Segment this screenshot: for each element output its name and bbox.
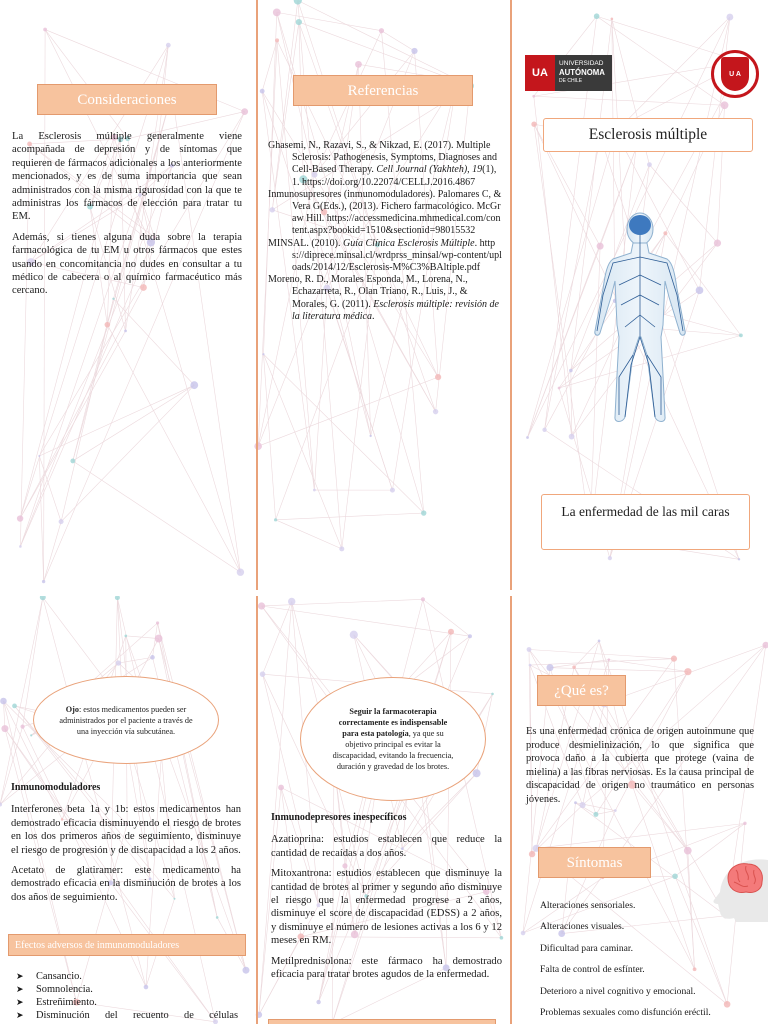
network-node: [671, 656, 677, 662]
university-name: AUTÓNOMA: [559, 67, 605, 77]
sintomas-list: [540, 900, 750, 1024]
network-line: [107, 325, 240, 573]
consideraciones-title-box: [37, 84, 217, 115]
network-node: [316, 1000, 320, 1004]
network-node: [743, 822, 746, 825]
network-node: [684, 847, 692, 855]
cover-title-box: [543, 118, 753, 152]
network-node: [614, 809, 617, 812]
network-node: [721, 101, 729, 109]
list-item: Alteraciones sensoriales.: [540, 900, 636, 911]
network-node: [150, 655, 155, 660]
que-es-title-box: [537, 675, 626, 706]
que-es-text: Es una enfermedad crónica de origen autoinmune que produce desmielinización, lo que significa que provoca daño a la cubierta que protege (vaina de mielina) a las fibras nerviosas. Es la causa principal de discapacidad de origen no traumático en personas jóvenes.: [526, 726, 754, 805]
network-node: [155, 635, 163, 643]
consideraciones-title: Consideraciones: [77, 92, 177, 108]
reference-text: Inmunosupresores (inmunomoduladores). Palomares C, & Vera G(Eds.), (2013). Fichero farmacológico. McGraw Hill. https://accessmedicina.mhmedical.com/content.aspx?bookid=1510&sectionid=98015532: [268, 188, 502, 237]
network-node: [0, 698, 7, 705]
inmunomoduladores-paragraph-1: Interferones beta 1a y 1b: estos medicamentos han demostrado eficacia disminuyendo el riesgo de brotes en los dos primeros años de seguimiento, disminuye el riesgo de progresión y de discapacidad a los 2 años.: [11, 804, 241, 856]
inmunomoduladores-heading: Inmunomoduladores: [11, 782, 101, 793]
list-item: Deterioro a nivel cognitivo y emocional.: [540, 985, 696, 997]
university-name: UNIVERSIDAD: [559, 60, 604, 68]
network-node: [684, 668, 691, 675]
reference-item: [268, 274, 502, 323]
network-node: [569, 369, 573, 373]
network-node: [273, 8, 281, 16]
network-line: [262, 599, 423, 606]
inmunomoduladores-section: [11, 781, 241, 911]
network-node: [369, 435, 371, 437]
ojo-callout: [33, 676, 219, 764]
reference-item: [268, 238, 502, 275]
network-node: [473, 769, 481, 777]
network-line: [39, 456, 43, 582]
network-node: [421, 597, 425, 601]
network-node: [726, 14, 733, 21]
network-node: [124, 329, 127, 332]
ojo-text: : estos medicamentos pueden ser administrados por el paciente a través de una inyección vía subcutánea.: [59, 704, 193, 736]
ua-mark: [525, 55, 555, 91]
network-node: [274, 518, 277, 521]
network-node: [278, 785, 284, 791]
network-node: [296, 19, 302, 25]
bottom-title-box: [268, 1019, 496, 1024]
network-line: [258, 377, 438, 446]
reference-item: [268, 189, 502, 238]
network-node: [124, 635, 127, 638]
network-node: [558, 387, 561, 390]
network-node: [433, 409, 438, 414]
network-node: [258, 602, 265, 609]
consideraciones-text: [12, 130, 242, 305]
network-line: [262, 606, 470, 636]
inmunodepresores-paragraph-1: Azatioprina: estudios establecen que reduce la cantidad de recaídas a dos años.: [271, 834, 502, 859]
network-node: [262, 353, 264, 355]
network-node: [491, 693, 494, 696]
network-line: [276, 513, 424, 520]
network-node: [531, 121, 536, 126]
network-node: [355, 61, 362, 68]
list-item: ➤ Estreñimiento.: [14, 996, 238, 1009]
reference-text: (1), 1. https://doi.org/10.22074/CELLJ.2016.4867: [292, 164, 497, 188]
list-item: ➤ Disminución del recuento de células: [14, 1009, 238, 1022]
que-es-title: ¿Qué es?: [554, 683, 609, 699]
network-node: [70, 459, 75, 464]
reference-text: .: [372, 310, 375, 322]
network-node: [30, 734, 32, 736]
row-divider: [0, 590, 768, 596]
list-item: Alteraciones visuales.: [540, 921, 625, 933]
reference-text: Moreno, R. D., Morales Esponda, M., Lorena, N., Echazarreta, R., Olan Triano, R., Luis, J., & Morales, G. (2011).: [268, 274, 468, 310]
network-line: [604, 645, 766, 703]
seguir-bold-text: Seguir la farmacoterapia correctamente es indispensable para esta patología: [338, 707, 448, 738]
seal-text: U A: [729, 70, 741, 78]
column-divider: [256, 0, 258, 590]
network-line: [39, 456, 61, 522]
nervous-system-illustration: [585, 205, 695, 430]
network-node: [216, 916, 219, 919]
network-node: [1, 725, 8, 732]
university-seal: [711, 50, 759, 98]
list-item: Dificultad para caminar.: [540, 942, 633, 954]
network-line: [73, 385, 194, 461]
network-node: [190, 381, 198, 389]
network-node: [237, 569, 244, 576]
column-divider: [510, 0, 512, 590]
inmunodepresores-heading: Inmunodepresores inespecíficos: [271, 812, 407, 823]
network-node: [739, 333, 743, 337]
network-node: [105, 322, 111, 328]
network-node: [696, 287, 704, 295]
network-node: [593, 812, 598, 817]
network-node: [594, 13, 600, 19]
network-node: [17, 515, 23, 521]
reference-title: Esclerosis múltiple: revisión de la literatura médica: [292, 298, 499, 322]
network-node: [435, 374, 441, 380]
network-node: [421, 510, 426, 515]
network-node: [116, 660, 121, 665]
network-node: [542, 428, 546, 432]
network-node: [288, 598, 295, 605]
network-node: [608, 556, 612, 560]
ua-mark-text: UA: [532, 67, 548, 79]
network-node: [20, 725, 24, 729]
reference-item: [268, 140, 502, 189]
network-node: [529, 851, 535, 857]
reference-text: MINSAL. (2010).: [268, 237, 343, 249]
network-node: [38, 455, 40, 457]
reference-text: . https://diprece.minsal.cl/wrdprss_minsal/wp-content/uploads/2014/12/Esclerosis-M%C3%BAltiple.pdf: [292, 237, 502, 274]
network-node: [166, 43, 171, 48]
network-node: [611, 18, 614, 21]
reference-title: Guía Clínica Esclerosis Múltiple: [343, 237, 475, 249]
network-line: [298, 1, 470, 86]
network-line: [530, 659, 674, 665]
network-node: [241, 108, 248, 115]
network-line: [44, 522, 61, 582]
seguir-text: , ya que su objetivo principal es evitar la discapacidad, evitando la frecuencia, duración y gravedad de los brotes.: [332, 729, 454, 771]
network-node: [379, 28, 384, 33]
inmunodepresores-paragraph-2: Mitoxantrona: estudios establecen que disminuye la cantidad de brotes al primer y segundo año disminuye el riesgo que la enfermedad progrese a 2 años, disminuye el score de discapacidad (EDSS) a 2 años, y disminuye el número de lesiones activas a los 6 y 12 meses en RM.: [271, 868, 502, 947]
cover-title: Esclerosis múltiple: [588, 126, 708, 143]
network-node: [275, 38, 279, 42]
network-node: [572, 665, 576, 669]
network-node: [672, 873, 678, 879]
referencias-title: Referencias: [347, 83, 419, 99]
network-node: [390, 488, 395, 493]
seguir-callout: [300, 677, 486, 801]
network-node: [547, 664, 554, 671]
network-node: [313, 489, 316, 492]
network-line: [61, 299, 113, 522]
network-node: [339, 546, 344, 551]
list-item: Falta de control de esfínter.: [540, 964, 645, 976]
network-node: [156, 621, 159, 624]
network-node: [411, 48, 417, 54]
consideraciones-paragraph-1: La Esclerosis múltiple generalmente viene acompañada de depresión y de síntomas que requieren de fármacos adicionales a los anteriormente mencionados, y es de suma importancia que sean administrados con la misma rigurosidad con la que te administras los fármacos de elección para tratar tu EM.: [12, 131, 242, 223]
network-line: [381, 31, 414, 51]
network-node: [350, 631, 358, 639]
column-divider: [510, 596, 512, 1024]
network-line: [73, 461, 241, 572]
network-node: [260, 89, 265, 94]
network-node: [19, 545, 22, 548]
network-node: [12, 704, 17, 709]
inmunodepresores-paragraph-3: Metilprednisolona: este fármaco ha demostrado eficacia para tratar brotes agudos de la enfermedad.: [271, 955, 502, 981]
network-line: [277, 12, 382, 30]
cover-subtitle: La enfermedad de las mil caras: [561, 504, 730, 519]
network-node: [43, 28, 47, 32]
consideraciones-paragraph-2: Además, si tienes alguna duda sobre la terapia farmacológica de tu EM u otros fármacos que estes usando en concomitancia no dudes en consultar a tu médico de cabecera o al químico farmacéutico más cercano.: [12, 231, 242, 297]
network-node: [714, 240, 721, 247]
sintomas-title-box: [538, 847, 651, 878]
network-node: [738, 558, 740, 560]
network-node: [260, 671, 266, 677]
network-node: [42, 580, 45, 583]
network-line: [534, 124, 590, 535]
university-name: DE CHILE: [559, 78, 583, 85]
network-node: [598, 640, 601, 643]
inmunodepresores-section: [271, 811, 502, 988]
list-item: ➤ Cansancio.: [14, 970, 238, 983]
column-divider: [256, 596, 258, 1024]
referencias-title-box: [293, 75, 473, 106]
network-line: [536, 823, 745, 848]
network-node: [529, 664, 532, 667]
network-node: [468, 634, 472, 638]
sintomas-title: Síntomas: [566, 855, 623, 871]
reference-journal: Cell Journal (Yakhteh), 19: [376, 164, 483, 176]
inmunomoduladores-paragraph-2: Acetato de glatiramer: este medicamento ha demostrado eficacia en la disminución de brotes a los dos años de seguimiento.: [11, 865, 241, 903]
efectos-title: Efectos adversos de inmunomoduladores: [15, 940, 180, 951]
list-item: ➤ Somnolencia.: [14, 983, 238, 996]
network-node: [647, 162, 652, 167]
reference-list: [268, 140, 502, 323]
cover-subtitle-box: [541, 494, 750, 550]
university-logo: [525, 55, 612, 91]
network-line: [263, 354, 423, 513]
network-node: [59, 519, 64, 524]
efectos-list: [14, 970, 238, 1022]
network-node: [569, 434, 575, 440]
reference-text: Ghasemi, N., Razavi, S., & Nikzad, E. (2017). Multiple Sclerosis: Pathogenesis, Symptoms, Diagnoses and Cell-Based Therapy.: [268, 140, 497, 176]
network-line: [534, 96, 725, 105]
network-node: [448, 629, 454, 635]
network-line: [39, 385, 194, 456]
network-node: [521, 931, 526, 936]
list-item: Problemas sexuales como disfunción eréctil.: [540, 1006, 711, 1018]
efectos-title-box: [8, 934, 246, 956]
network-line: [113, 299, 194, 385]
network-node: [242, 967, 249, 974]
network-node: [608, 658, 611, 661]
ojo-label: Ojo: [65, 704, 79, 714]
network-node: [532, 95, 535, 98]
network-node: [527, 647, 532, 652]
network-line: [571, 370, 572, 436]
network-node: [526, 436, 529, 439]
network-node: [294, 0, 302, 5]
